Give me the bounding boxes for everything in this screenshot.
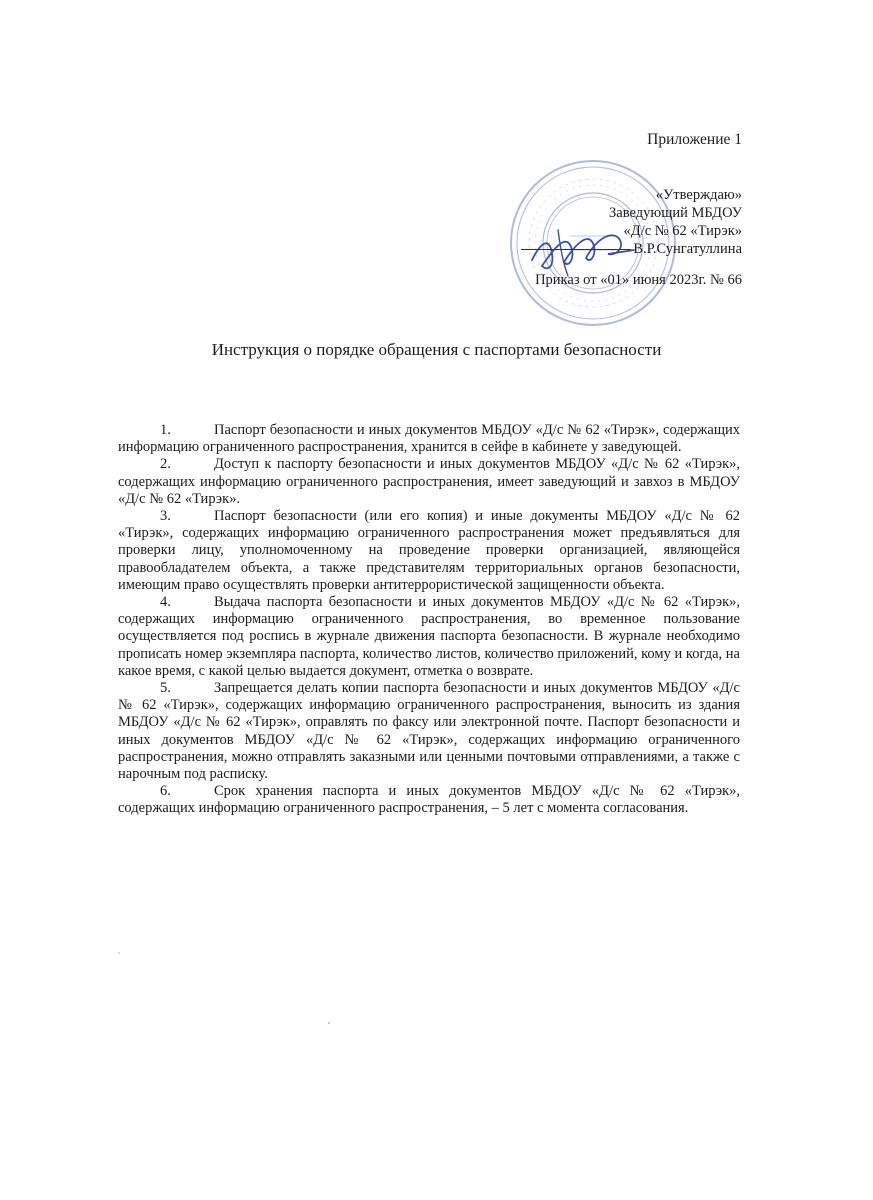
item-number: 4.	[160, 594, 171, 611]
document-title: Инструкция о порядке обращения с паспортами безопасности	[211, 340, 662, 359]
approval-line-organization: «Д/с № 62 «Тирэк»	[623, 223, 742, 239]
item-text: Доступ к паспорту безопасности и иных документов МБДОУ «Д/с № 62 «Тирэк», содержащих информацию ограниченного распространения, имеет заведующий и завхоз в МБДОУ «Д/с № 62 «Тирэк».	[118, 456, 740, 507]
instruction-list	[118, 422, 740, 818]
scan-speck	[118, 952, 120, 954]
signature-rule	[521, 249, 631, 250]
approver-name: В.Р.Сунгатуллина	[633, 241, 742, 257]
approval-line-approve: «Утверждаю»	[655, 187, 742, 203]
order-reference: Приказ от «01» июня 2023г. № 66	[535, 272, 742, 288]
instruction-item	[118, 456, 740, 508]
item-number: 1.	[160, 422, 171, 438]
approval-signature-line	[521, 240, 742, 258]
item-number: 2.	[160, 456, 171, 473]
approval-line-position: Заведующий МБДОУ	[609, 205, 742, 221]
item-text: Срок хранения паспорта и иных документов МБДОУ «Д/с № 62 «Тирэк», содержащих информацию ограниченного распространения, – 5 лет с момента согласования.	[118, 783, 740, 817]
approval-block	[521, 186, 742, 258]
item-number: 6.	[160, 783, 171, 800]
item-number: 3.	[160, 508, 171, 525]
item-text: Паспорт безопасности и иных документов МБДОУ «Д/с № 62 «Тирэк», содержащих информацию ограниченного распространения, хранится в сейфе в кабинете у заведующей.	[118, 422, 740, 456]
item-text: Паспорт безопасности (или его копия) и иные документы МБДОУ «Д/с № 62 «Тирэк», содержащих информацию ограниченного распространения может предъявляться для проверки лицу, уполномоченному на проведение проверки организацией, являющейся правообладателем объекта, а также представителям территориальных органов безопасности, имеющим право осуществлять проверки антитеррористической защищенности объекта.	[118, 508, 740, 593]
item-number: 5.	[160, 680, 171, 697]
item-text: Выдача паспорта безопасности и иных документов МБДОУ «Д/с № 62 «Тирэк», содержащих информацию ограниченного распространения, во временное пользование осуществляется под роспись в журнале движения паспорта безопасности. В журнале необходимо прописать номер экземпляра паспорта, количество листов, количество приложений, кому и когда, на какое время, с какой целью выдается документ, отметка о возврате.	[118, 594, 740, 679]
instruction-item	[118, 508, 740, 594]
instruction-item	[118, 594, 740, 680]
instruction-item	[118, 783, 740, 817]
appendix-label: Приложение 1	[647, 131, 742, 148]
scan-speck	[328, 1022, 330, 1024]
instruction-item	[118, 680, 740, 783]
item-text: Запрещается делать копии паспорта безопасности и иных документов МБДОУ «Д/с № 62 «Тирэк», содержащих информацию ограниченного распространения, выносить из здания МБДОУ «Д/с № 62 «Тирэк», оправлять по факсу или электронной почте. Паспорт безопасности и иных документов МБДОУ «Д/с № 62 «Тирэк», содержащих информацию ограниченного распространения, можно отправлять заказными или ценными почтовыми отправлениями, а также с нарочным под расписку.	[118, 680, 740, 783]
instruction-item	[118, 422, 740, 456]
